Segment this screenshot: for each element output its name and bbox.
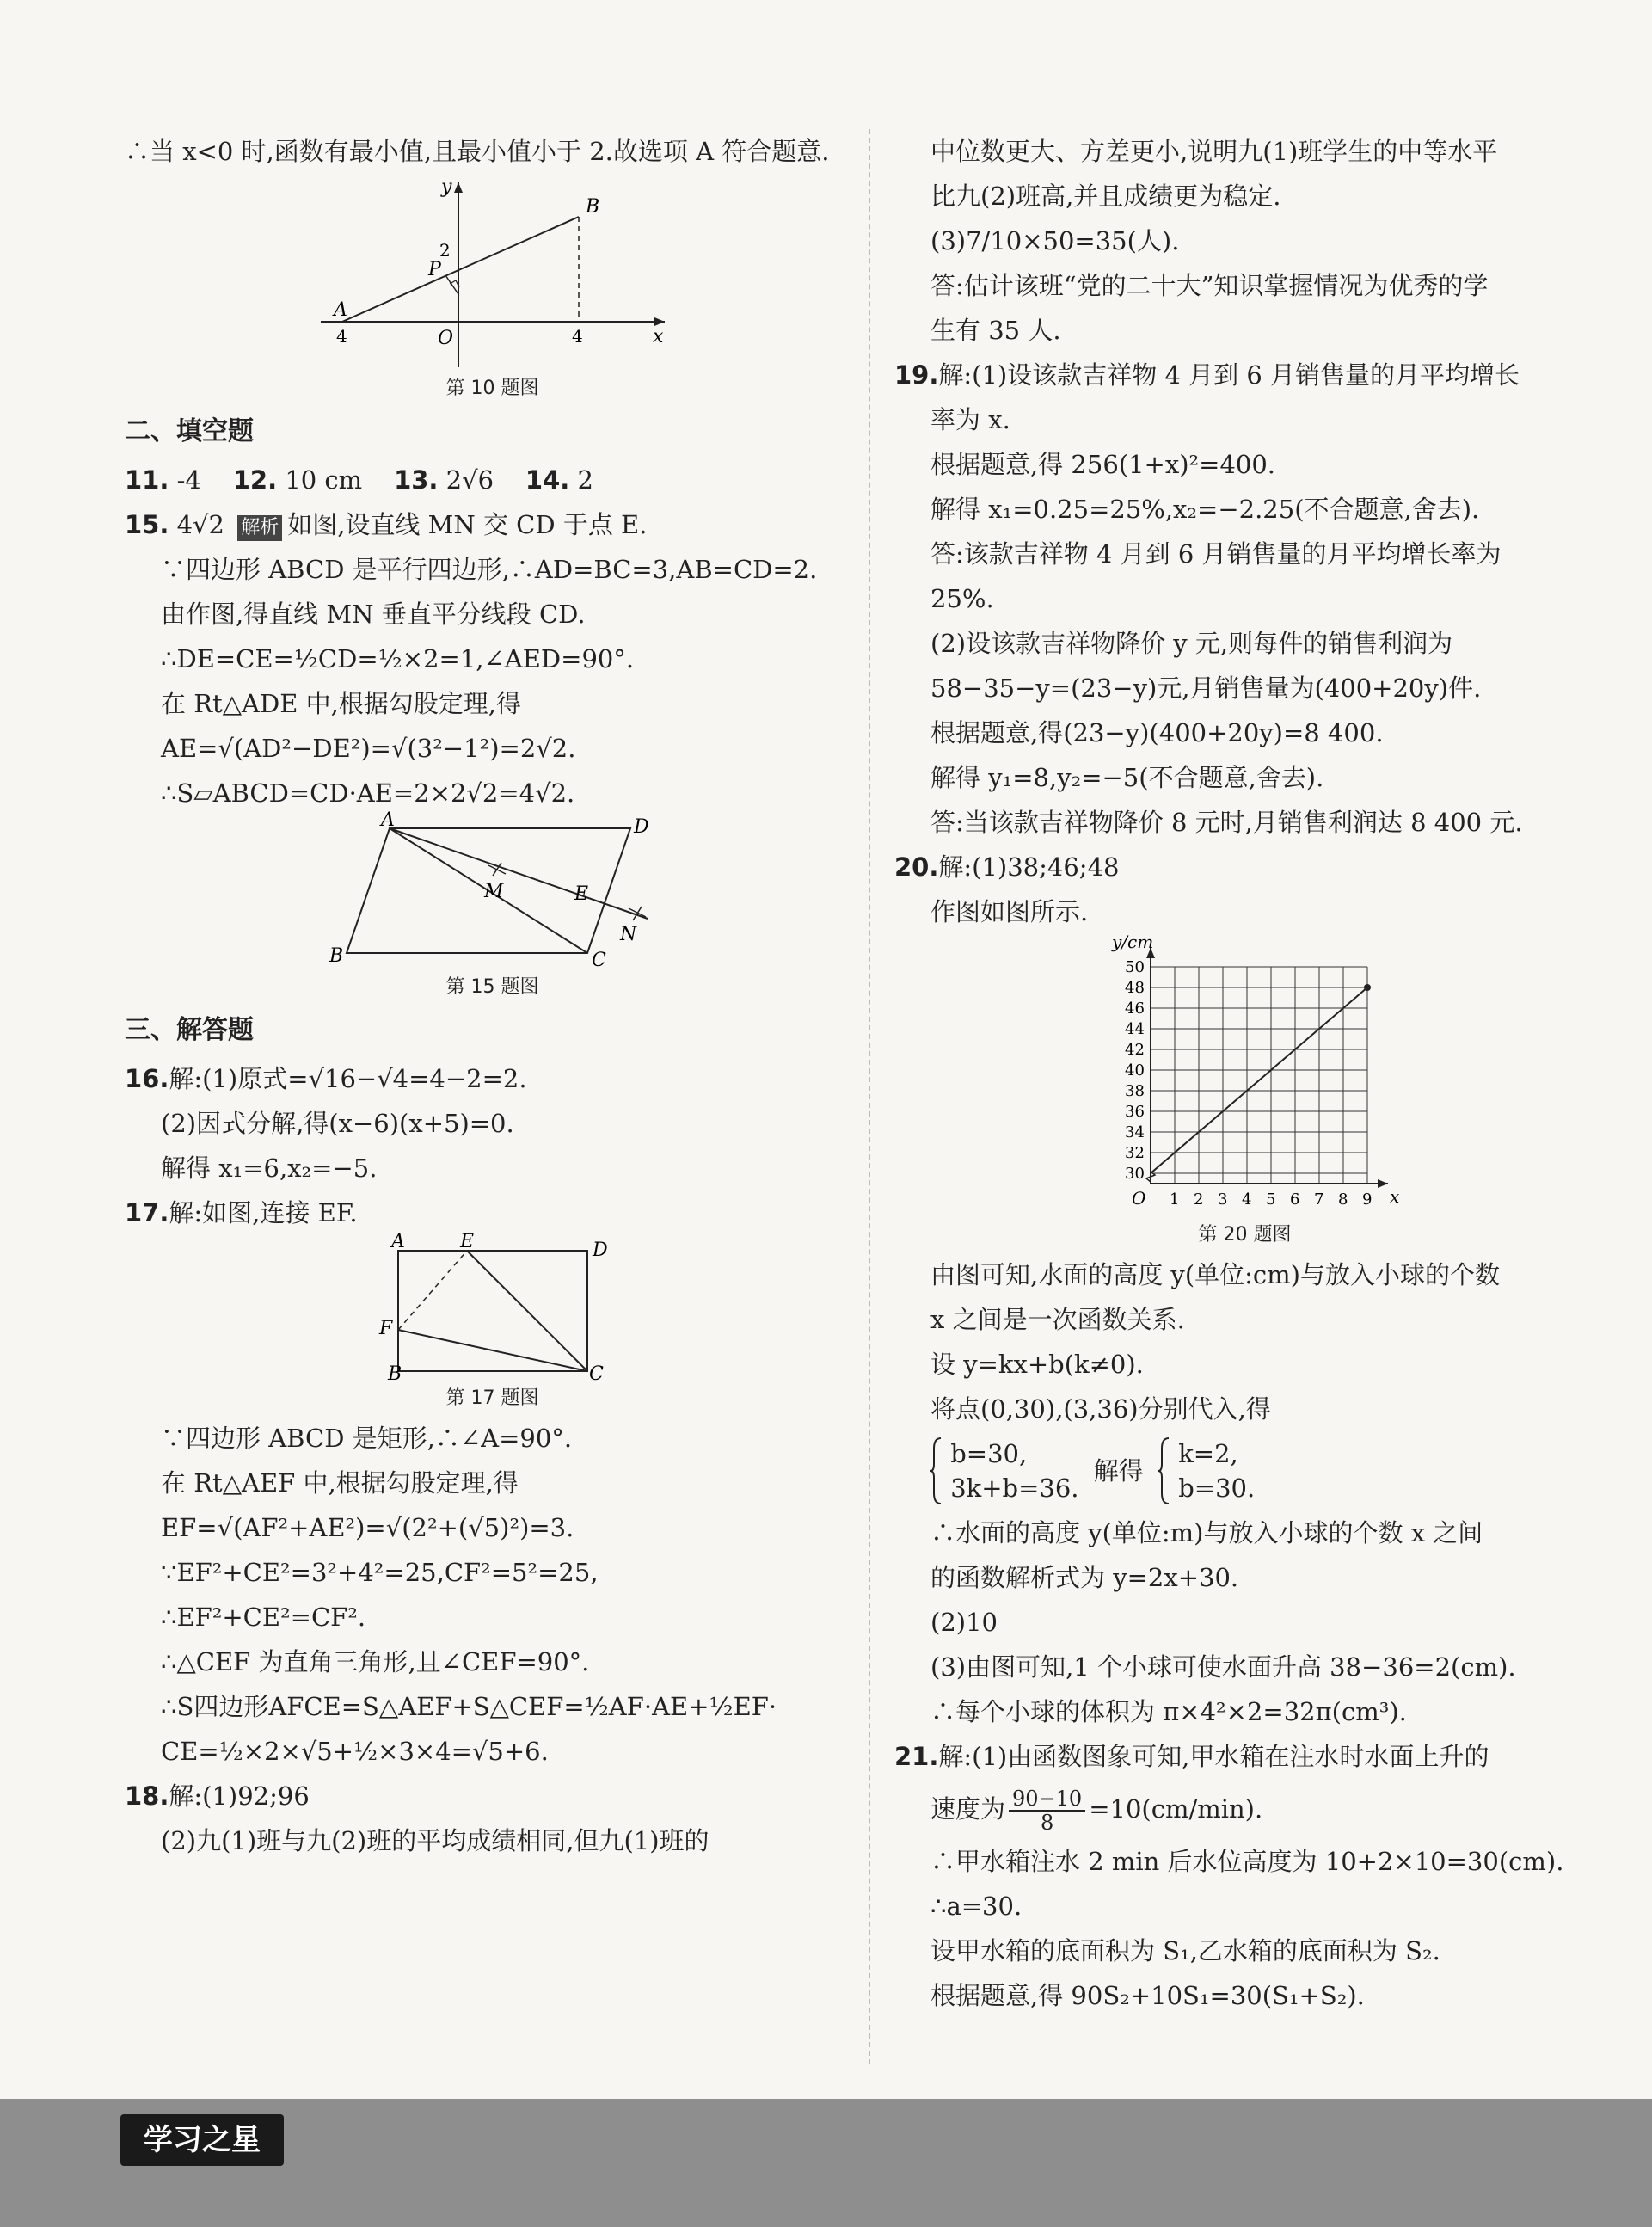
y-tick-label: 32 <box>1124 1144 1145 1162</box>
q20-line: x 之间是一次函数关系. <box>930 1305 1185 1334</box>
fig10-label-x: x <box>652 326 663 348</box>
x-axis-label: x <box>1389 1186 1399 1207</box>
q15-line: ∴S▱ABCD=CD·AE=2×2√2=4√2. <box>161 778 575 808</box>
y-tick-label: 50 <box>1124 958 1145 976</box>
q15-answer: 4√2 <box>176 510 224 539</box>
fig17-label-c: C <box>588 1363 604 1385</box>
q21-speed-pre: 速度为 <box>930 1794 1006 1824</box>
q19-line: 解得 x₁=0.25=25%,x₂=−2.25(不合题意,舍去). <box>930 495 1480 524</box>
brand-logo: 学习之星 <box>120 2114 284 2166</box>
q15-line: AE=√(AD²−DE²)=√(3²−1²)=2√2. <box>161 734 576 763</box>
fill-answers <box>125 458 860 502</box>
q19-line: 解得 y₁=8,y₂=−5(不合题意,舍去). <box>930 763 1324 792</box>
y-tick-label: 30 <box>1124 1165 1145 1183</box>
q21-number: 21. <box>894 1742 939 1771</box>
brace-icon <box>930 1436 943 1505</box>
x-tick-label: 1 <box>1169 1190 1179 1209</box>
q21-line: ∴a=30. <box>930 1892 1023 1921</box>
q15-line: ∵四边形 ABCD 是平行四边形,∴AD=BC=3,AB=CD=2. <box>161 555 818 584</box>
q17-line: ∴EF²+CE²=CF². <box>161 1603 366 1632</box>
brace-icon <box>1158 1436 1170 1505</box>
fig10-label-p: P <box>427 259 441 280</box>
q18-cont: (3)7/10×50=35(人). <box>930 226 1180 255</box>
section-fill-blank: 二、填空题 <box>125 416 254 446</box>
q20-text: 解:(1)38;46;48 <box>938 852 1120 882</box>
q18-number: 18. <box>125 1781 169 1811</box>
q11-number: 11. <box>125 465 169 495</box>
q21-fraction-den: 8 <box>1040 1811 1054 1835</box>
fig10-label-o: O <box>437 328 453 349</box>
figure-17 <box>364 1231 622 1385</box>
y-tick-label: 42 <box>1124 1041 1145 1059</box>
x-tick-label: 5 <box>1265 1190 1275 1209</box>
q16-line1 <box>125 1056 860 1101</box>
q15-text: 如图,设直线 MN 交 CD 于点 E. <box>287 510 648 539</box>
q20-line: 由图可知,水面的高度 y(单位:cm)与放入小球的个数 <box>930 1260 1500 1289</box>
fig10-label-y: y <box>440 176 451 198</box>
x-tick-label: 4 <box>1241 1190 1251 1209</box>
figure-10 <box>312 174 673 372</box>
q14-number: 14. <box>525 465 570 495</box>
q17-text: 解:如图,连接 EF. <box>169 1198 358 1227</box>
y-axis-label: y/cm <box>1111 932 1153 952</box>
system-eq2: 3k+b=36. <box>950 1473 1079 1503</box>
q16-line2: (2)因式分解,得(x−6)(x+5)=0. <box>161 1109 514 1138</box>
q21-line: 设甲水箱的底面积为 S₁,乙水箱的底面积为 S₂. <box>930 1936 1440 1966</box>
q20-line2: 作图如图所示. <box>930 897 1089 926</box>
y-tick-label: 44 <box>1124 1020 1145 1038</box>
system-sol2: b=30. <box>1178 1473 1256 1503</box>
system-sol1: k=2, <box>1178 1439 1238 1468</box>
x-tick-label: 3 <box>1217 1190 1227 1209</box>
fig10-label-4-right: 4 <box>571 326 583 347</box>
q20-line1 <box>894 845 1595 889</box>
q12-answer: 10 cm <box>285 465 363 495</box>
q13-answer: 2√6 <box>445 465 494 495</box>
q19-line: 58−35−y=(23−y)元,月销售量为(400+20y)件. <box>930 674 1482 703</box>
q17-line: ∴S四边形AFCE=S△AEF+S△CEF=½AF·AE+½EF· <box>161 1692 777 1721</box>
fig15-label-m: M <box>483 881 504 902</box>
x-tick-label: 7 <box>1313 1190 1323 1209</box>
q21-line1 <box>894 1734 1595 1779</box>
fig10-label-a: A <box>333 299 347 321</box>
analysis-badge: 解析 <box>237 515 282 541</box>
q20-line: (2)10 <box>930 1608 998 1637</box>
q20-line: (3)由图可知,1 个小球可使水面升高 38−36=2(cm). <box>930 1652 1516 1682</box>
chart-figure-20 <box>1099 932 1399 1218</box>
figure-20-caption: 第 20 题图 <box>1198 1224 1292 1246</box>
fig15-label-a: A <box>380 809 395 831</box>
x-tick-label: 8 <box>1337 1190 1348 1209</box>
q19-number: 19. <box>894 360 939 390</box>
q19-text: 解:(1)设该款吉祥物 4 月到 6 月销售量的月平均增长 <box>938 360 1520 390</box>
x-tick-label: 6 <box>1289 1190 1299 1209</box>
q20-number: 20. <box>894 852 939 882</box>
fig10-label-4-left: 4 <box>335 326 347 347</box>
q17-line: ∵四边形 ABCD 是矩形,∴∠A=90°. <box>161 1424 573 1453</box>
right-column <box>894 129 1595 2018</box>
figure-15-caption: 第 15 题图 <box>445 976 539 998</box>
fig15-label-b: B <box>329 945 343 967</box>
q19-line: (2)设该款吉祥物降价 y 元,则每件的销售利润为 <box>930 629 1453 658</box>
q16-text: 解:(1)原式=√16−√4=4−2=2. <box>169 1064 527 1093</box>
q21-fraction-num: 90−10 <box>1009 1787 1085 1812</box>
q17-line1 <box>125 1190 860 1235</box>
fig17-label-a: A <box>390 1231 405 1252</box>
q21-line: ∴甲水箱注水 2 min 后水位高度为 10+2×10=30(cm). <box>930 1847 1564 1876</box>
q19-line: 根据题意,得 256(1+x)²=400. <box>930 450 1276 479</box>
y-tick-label: 48 <box>1124 979 1145 997</box>
q21-fraction <box>1009 1787 1085 1834</box>
q12-number: 12. <box>232 465 278 495</box>
q19-line: 根据题意,得(23−y)(400+20y)=8 400. <box>930 718 1384 747</box>
fig15-label-n: N <box>619 924 636 945</box>
series-line <box>1151 987 1367 1173</box>
q15-header <box>125 502 860 547</box>
q18-line1 <box>125 1774 860 1818</box>
fig10-label-2: 2 <box>439 240 451 261</box>
fig10-label-b: B <box>585 196 599 218</box>
q15-line: 由作图,得直线 MN 垂直平分线段 CD. <box>161 600 586 629</box>
q15-line: 在 Rt△ADE 中,根据勾股定理,得 <box>161 689 522 718</box>
y-tick-label: 40 <box>1124 1061 1145 1080</box>
q18-line2: (2)九(1)班与九(2)班的平均成绩相同,但九(1)班的 <box>161 1826 709 1855</box>
y-tick-label: 34 <box>1124 1123 1145 1141</box>
q15-number: 15. <box>125 510 169 539</box>
fig15-label-e: E <box>574 883 588 905</box>
q19-line: 25%. <box>930 584 994 613</box>
q19-line1 <box>894 353 1595 397</box>
watermark <box>232 1428 268 1547</box>
fig17-label-b: B <box>387 1363 402 1385</box>
data-point <box>1364 984 1371 991</box>
q13-number: 13. <box>394 465 439 495</box>
q20-line: ∴水面的高度 y(单位:m)与放入小球的个数 x 之间 <box>930 1518 1483 1547</box>
x-axis-arrow-icon <box>1378 1179 1388 1188</box>
q18-text: 解:(1)92;96 <box>169 1781 310 1811</box>
q16-number: 16. <box>125 1064 169 1093</box>
figure-17-caption: 第 17 题图 <box>445 1387 539 1409</box>
q19-line: 答:当该款吉祥物降价 8 元时,月销售利润达 8 400 元. <box>930 808 1523 837</box>
q17-line: 在 Rt△AEF 中,根据勾股定理,得 <box>161 1468 519 1498</box>
fig15-label-d: D <box>633 816 649 838</box>
y-tick-label: 38 <box>1124 1082 1145 1100</box>
q17-line: ∵EF²+CE²=3²+4²=25,CF²=5²=25, <box>161 1558 599 1587</box>
system-solve-word: 解得 <box>1093 1456 1144 1486</box>
q17-line: CE=½×2×√5+½×3×4=√5+6. <box>161 1737 549 1766</box>
q21-line: 根据题意,得 90S₂+10S₁=30(S₁+S₂). <box>930 1981 1365 2010</box>
q18-cont: 比九(2)班高,并且成绩更为稳定. <box>930 181 1281 211</box>
q17-line: EF=√(AF²+AE²)=√(2²+(√5)²)=3. <box>161 1513 574 1542</box>
q14-answer: 2 <box>577 465 593 495</box>
figure-10-caption: 第 10 题图 <box>445 378 539 399</box>
left-column <box>125 129 860 1863</box>
q19-line: 率为 x. <box>930 405 1010 434</box>
q18-cont: 中位数更大、方差更小,说明九(1)班学生的中等水平 <box>930 137 1498 166</box>
y-tick-label: 36 <box>1124 1103 1145 1121</box>
q17-line: ∴△CEF 为直角三角形,且∠CEF=90°. <box>161 1647 590 1676</box>
q18-cont: 答:估计该班“党的二十大”知识掌握情况为优秀的学 <box>930 271 1489 300</box>
q16-line3: 解得 x₁=6,x₂=−5. <box>161 1153 378 1183</box>
q20-line: 的函数解析式为 y=2x+30. <box>930 1563 1239 1592</box>
origin-label: O <box>1131 1188 1145 1209</box>
x-tick-label: 2 <box>1193 1190 1203 1209</box>
q21-speed <box>894 1779 1595 1839</box>
q19-line: 答:该款吉祥物 4 月到 6 月销售量的月平均增长率为 <box>930 539 1502 569</box>
column-divider <box>869 129 870 2064</box>
equation-system <box>894 1436 1595 1505</box>
q21-speed-post: =10(cm/min). <box>1089 1794 1263 1824</box>
figure-15 <box>312 809 673 971</box>
fig17-label-f: F <box>378 1318 392 1339</box>
q15-line: ∴DE=CE=½CD=½×2=1,∠AED=90°. <box>161 644 635 674</box>
q17-number: 17. <box>125 1198 169 1227</box>
q21-text: 解:(1)由函数图象可知,甲水箱在注水时水面上升的 <box>938 1742 1489 1771</box>
system-eq1: b=30, <box>950 1439 1028 1468</box>
q10-conclusion: ∴当 x<0 时,函数有最小值,且最小值小于 2.故选项 A 符合题意. <box>125 137 830 166</box>
q11-answer: -4 <box>176 465 201 495</box>
q20-line: 将点(0,30),(3,36)分别代入,得 <box>930 1394 1271 1424</box>
fig15-label-c: C <box>591 950 606 971</box>
q20-line: ∴每个小球的体积为 π×4²×2=32π(cm³). <box>930 1697 1407 1726</box>
fig17-label-e: E <box>459 1231 474 1252</box>
y-tick-label: 46 <box>1124 1000 1145 1018</box>
section-solve: 三、解答题 <box>125 1015 254 1045</box>
x-tick-label: 9 <box>1361 1190 1372 1209</box>
q18-cont: 生有 35 人. <box>930 316 1061 345</box>
q20-line: 设 y=kx+b(k≠0). <box>930 1350 1144 1379</box>
fig17-label-d: D <box>592 1240 608 1261</box>
